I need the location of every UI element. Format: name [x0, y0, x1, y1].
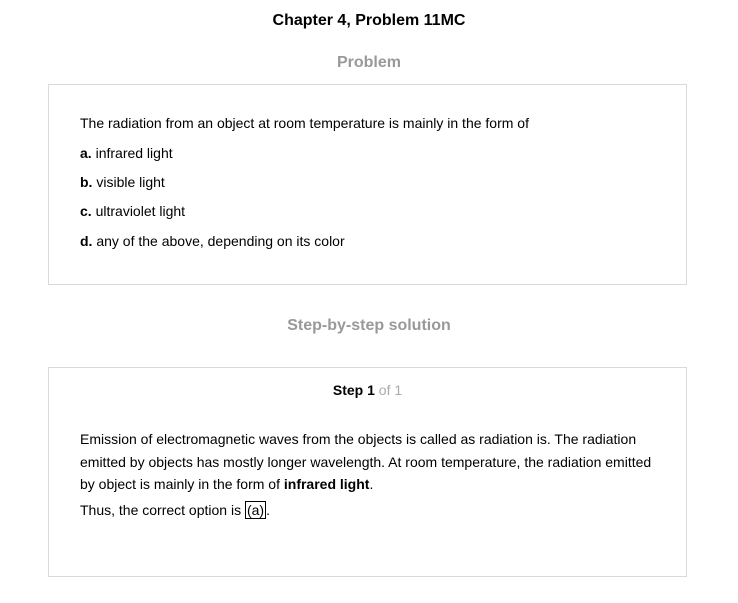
- step-header: [49, 382, 686, 398]
- option-letter: c.: [80, 203, 92, 219]
- problem-box: [48, 84, 687, 285]
- answer-suffix: .: [266, 502, 270, 518]
- problem-heading: Problem: [336, 54, 401, 71]
- explanation-bold: infrared light: [283, 476, 370, 492]
- answer-box: (a): [246, 502, 265, 518]
- explanation-end: .: [369, 476, 374, 492]
- explanation-text: Emission of electromagnetic waves from the objects is called as radiation is. The radiation emitted by objects has mostly longer wavelength. At room temperature, the radiation emitted by object is mainly in the form of: [80, 431, 652, 492]
- solution-explanation: [80, 428, 665, 496]
- option-text: infrared light: [95, 145, 173, 161]
- option-d: [80, 233, 345, 249]
- answer-prefix: Thus, the correct option is: [80, 502, 245, 518]
- problem-question: The radiation from an object at room temperature is mainly in the form of: [80, 115, 529, 131]
- option-b: [80, 174, 165, 190]
- answer-line: [80, 502, 270, 518]
- option-a: [80, 145, 173, 161]
- step-number: 1: [367, 382, 375, 398]
- solution-box: [48, 367, 687, 577]
- solution-heading: Step-by-step solution: [287, 317, 451, 334]
- option-letter: a.: [80, 145, 92, 161]
- option-letter: b.: [80, 174, 93, 190]
- option-letter: d.: [80, 233, 93, 249]
- option-c: [80, 203, 185, 219]
- chapter-title: Chapter 4, Problem 11MC: [272, 12, 466, 29]
- option-text: any of the above, depending on its color: [96, 233, 345, 249]
- option-text: ultraviolet light: [95, 203, 186, 219]
- option-text: visible light: [96, 174, 165, 190]
- step-total: of 1: [378, 382, 403, 398]
- step-word: Step: [332, 382, 364, 398]
